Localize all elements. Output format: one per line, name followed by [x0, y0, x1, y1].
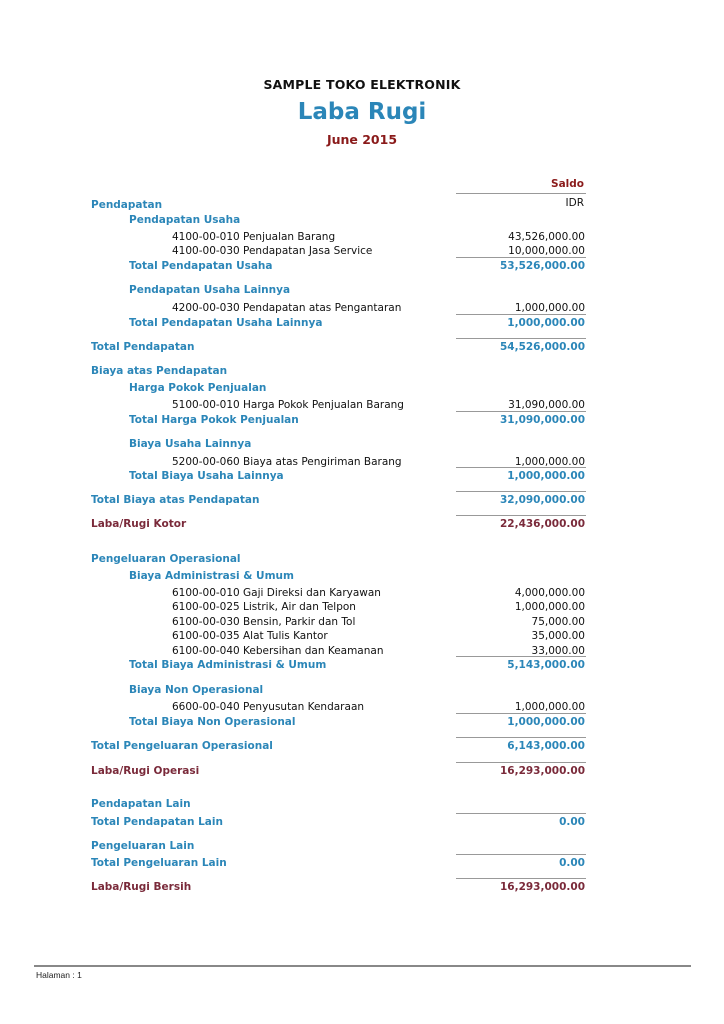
total-amount: 53,526,000.00: [499, 260, 585, 272]
account-label: [172, 586, 381, 601]
total-amount: 0.00: [559, 857, 585, 869]
account-amount: 4,000,000.00: [514, 587, 585, 599]
total-amount: 1,000,000.00: [507, 716, 585, 728]
account-amount: 33,000.00: [531, 645, 585, 657]
account-amount: 1,000,000.00: [514, 302, 585, 314]
section-label: Biaya Administrasi & Umum: [129, 570, 294, 582]
account-row: [0, 455, 724, 470]
account-row: [0, 629, 724, 644]
section-label: Biaya Non Operasional: [129, 684, 264, 696]
account-label: [172, 600, 356, 615]
account-amount: 35,000.00: [531, 630, 585, 642]
section-header-row: [0, 437, 724, 452]
account-row: [0, 398, 724, 413]
account-amount: 1,000,000.00: [514, 601, 585, 613]
total-row: [0, 316, 724, 331]
account-row: [0, 244, 724, 259]
account-code: 5200-00-060: [172, 456, 240, 468]
account-code: 6100-00-040: [172, 645, 240, 657]
account-row: [0, 586, 724, 601]
subtotal-divider: [456, 257, 586, 258]
account-label: [172, 398, 404, 413]
report-period: June 2015: [326, 132, 398, 147]
total-label: Total Pengeluaran Lain: [91, 857, 227, 869]
total-row: [0, 856, 724, 871]
total-label: Total Pendapatan Lain: [91, 816, 223, 828]
account-row: [0, 230, 724, 245]
subtotal-divider: [456, 737, 586, 738]
total-amount: 16,293,000.00: [499, 881, 585, 893]
account-label: [172, 455, 402, 470]
section-label: Harga Pokok Penjualan: [129, 382, 267, 394]
total-row: [0, 715, 724, 730]
account-name: Penyusutan Kendaraan: [243, 701, 365, 713]
total-label: Laba/Rugi Kotor: [91, 518, 187, 530]
section-header-row: [0, 683, 724, 698]
account-code: 5100-00-010: [172, 399, 240, 411]
subtotal-divider: [456, 411, 586, 412]
section-header-row: [0, 797, 724, 812]
subtotal-divider: [456, 314, 586, 315]
total-row: [0, 259, 724, 274]
account-name: Gaji Direksi dan Karyawan: [243, 587, 381, 599]
footer-divider: [34, 965, 691, 967]
subtotal-divider: [456, 467, 586, 468]
account-name: Listrik, Air dan Telpon: [243, 601, 356, 613]
total-label: Total Pengeluaran Operasional: [91, 740, 273, 752]
total-row: [0, 340, 724, 355]
section-label: Pendapatan Lain: [91, 798, 191, 810]
account-amount: 10,000,000.00: [508, 245, 585, 257]
account-name: Bensin, Parkir dan Tol: [243, 616, 356, 628]
account-amount: 75,000.00: [531, 616, 585, 628]
total-amount: 1,000,000.00: [507, 470, 585, 482]
header-divider: [456, 193, 586, 194]
section-header-row: [0, 569, 724, 584]
account-row: [0, 301, 724, 316]
account-name: Pendapatan Jasa Service: [243, 245, 373, 257]
total-row: [0, 493, 724, 508]
account-label: [172, 230, 335, 245]
page-number: Halaman : 1: [36, 970, 82, 980]
total-amount: 22,436,000.00: [499, 518, 585, 530]
total-row: [0, 739, 724, 754]
account-row: [0, 644, 724, 659]
total-label: Total Pendapatan: [91, 341, 195, 353]
total-label: Total Pendapatan Usaha: [129, 260, 273, 272]
total-row: [0, 764, 724, 779]
total-row: [0, 413, 724, 428]
section-header-row: [0, 381, 724, 396]
section-label: Pendapatan: [91, 199, 163, 211]
total-label: Laba/Rugi Bersih: [91, 881, 192, 893]
section-label: Biaya Usaha Lainnya: [129, 438, 252, 450]
total-label: Total Biaya atas Pendapatan: [91, 494, 260, 506]
account-name: Penjualan Barang: [243, 231, 336, 243]
section-label: Pengeluaran Operasional: [91, 553, 241, 565]
account-label: [172, 244, 372, 259]
subtotal-divider: [456, 813, 586, 814]
company-name: SAMPLE TOKO ELEKTRONIK: [263, 77, 461, 92]
total-amount: 5,143,000.00: [507, 659, 585, 671]
total-row: [0, 469, 724, 484]
section-header-row: [0, 213, 724, 228]
account-code: 6100-00-035: [172, 630, 240, 642]
total-label: Total Biaya Usaha Lainnya: [129, 470, 284, 482]
total-amount: 6,143,000.00: [507, 740, 585, 752]
total-row: [0, 658, 724, 673]
account-row: [0, 700, 724, 715]
account-label: [172, 615, 355, 630]
total-row: [0, 815, 724, 830]
account-name: Alat Tulis Kantor: [243, 630, 328, 642]
account-code: 6100-00-025: [172, 601, 240, 613]
section-label: Pendapatan Usaha: [129, 214, 241, 226]
account-code: 6600-00-040: [172, 701, 240, 713]
section-label: Pendapatan Usaha Lainnya: [129, 284, 291, 296]
total-amount: 32,090,000.00: [499, 494, 585, 506]
section-label: Biaya atas Pendapatan: [91, 365, 228, 377]
total-label: Total Biaya Non Operasional: [129, 716, 296, 728]
section-header-row: [0, 839, 724, 854]
total-label: Total Pendapatan Usaha Lainnya: [129, 317, 323, 329]
total-amount: 0.00: [559, 816, 585, 828]
subtotal-divider: [456, 762, 586, 763]
subtotal-divider: [456, 854, 586, 855]
total-label: Laba/Rugi Operasi: [91, 765, 200, 777]
account-code: 6100-00-030: [172, 616, 240, 628]
account-label: [172, 629, 328, 644]
account-amount: 43,526,000.00: [508, 231, 585, 243]
account-name: Harga Pokok Penjualan Barang: [243, 399, 404, 411]
account-code: 4100-00-010: [172, 231, 240, 243]
total-label: Total Harga Pokok Penjualan: [129, 414, 299, 426]
account-row: [0, 600, 724, 615]
total-row: [0, 517, 724, 532]
account-code: 4200-00-030: [172, 302, 240, 314]
subtotal-divider: [456, 878, 586, 879]
section-label: Pengeluaran Lain: [91, 840, 195, 852]
total-row: [0, 880, 724, 895]
subtotal-divider: [456, 491, 586, 492]
account-amount: 1,000,000.00: [514, 456, 585, 468]
total-amount: 54,526,000.00: [499, 341, 585, 353]
currency-label: IDR: [565, 197, 584, 209]
section-header-row: [0, 198, 724, 213]
account-code: 4100-00-030: [172, 245, 240, 257]
subtotal-divider: [456, 713, 586, 714]
account-label: [172, 301, 401, 316]
saldo-column-header: Saldo: [551, 178, 584, 190]
account-label: [172, 644, 384, 659]
account-name: Kebersihan dan Keamanan: [243, 645, 384, 657]
total-amount: 16,293,000.00: [499, 765, 585, 777]
account-amount: 31,090,000.00: [508, 399, 585, 411]
subtotal-divider: [456, 338, 586, 339]
section-header-row: [0, 283, 724, 298]
subtotal-divider: [456, 515, 586, 516]
section-header-row: [0, 364, 724, 379]
total-amount: 31,090,000.00: [499, 414, 585, 426]
total-label: Total Biaya Administrasi & Umum: [129, 659, 327, 671]
account-amount: 1,000,000.00: [514, 701, 585, 713]
account-label: [172, 700, 364, 715]
account-row: [0, 615, 724, 630]
report-title: Laba Rugi: [297, 99, 427, 125]
subtotal-divider: [456, 656, 586, 657]
account-code: 6100-00-010: [172, 587, 240, 599]
account-name: Pendapatan atas Pengantaran: [243, 302, 402, 314]
section-header-row: [0, 552, 724, 567]
total-amount: 1,000,000.00: [507, 317, 585, 329]
account-name: Biaya atas Pengiriman Barang: [243, 456, 402, 468]
